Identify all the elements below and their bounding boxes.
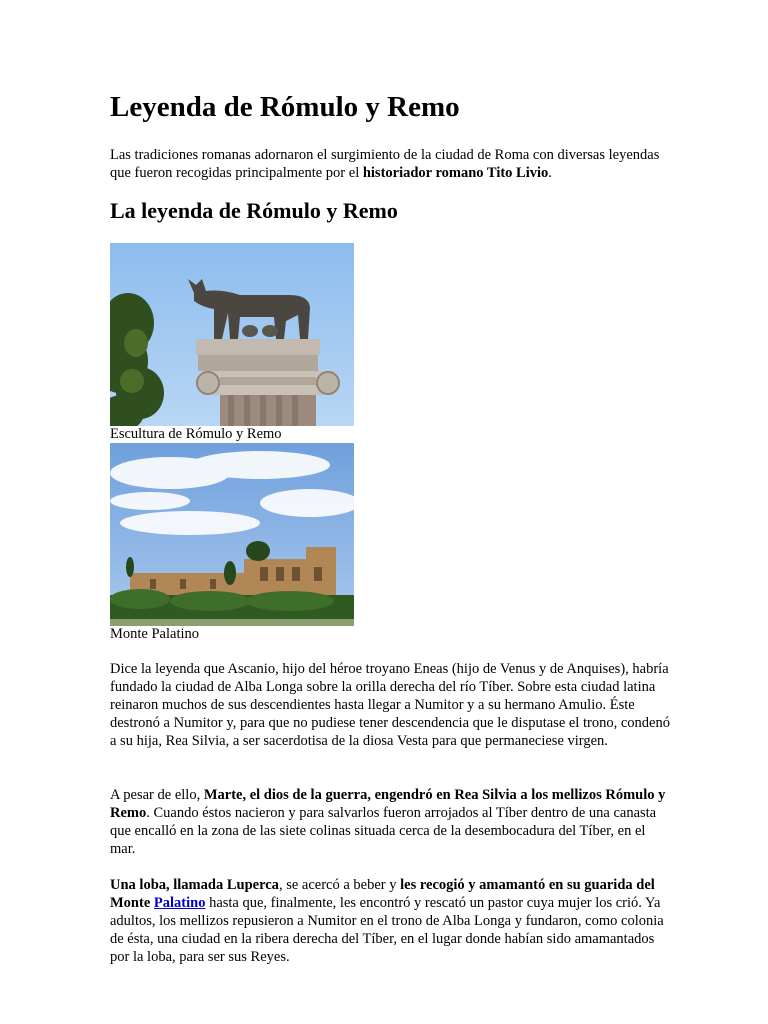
paragraph-3 [110,876,670,966]
intro-bold: historiador romano Tito Livio [362,165,549,181]
para3-bold2: les recogió y amamantó en su guarida del Monte [110,877,655,911]
page-title: Leyenda de Rómulo y Remo [110,91,460,123]
para3-bold1: Una loba, llamada Luperca [110,877,279,893]
para2-bold: Marte, el dios de la guerra, engendró en Rea Silvia a los mellizos Rómulo y Remo [110,787,666,821]
sculpture-image [110,243,354,426]
para2-pre: A pesar de ello, [110,787,204,803]
para3-text1: , se acercó a beber y [278,877,401,893]
intro-text: Las tradiciones romanas adornaron el surgimiento de la ciudad de Roma con diversas leyendas que fueron recogidas principalmente por el [110,147,660,181]
paragraph-2 [110,786,670,858]
para2-post: . Cuando éstos nacieron y para salvarlos fueron arrojados al Tíber dentro de una canasta que encalló en la zona de las siete colinas situada cerca de la desembocadura del Tíber, en el mar. [110,805,657,857]
sculpture-caption: Escultura de Rómulo y Remo [110,426,282,442]
intro-paragraph [110,146,670,182]
section-title: La leyenda de Rómulo y Remo [110,198,398,223]
intro-end: . [548,165,552,181]
palatine-image [110,443,354,626]
para3-text2: hasta que, finalmente, les encontró y rescató un pastor cuya mujer los crió. Ya adultos, los mellizos repusieron a Numitor en el trono de Alba Longa y fundaron, como colonia de ésta, una ciudad en la ribera derecha del Tíber, en el lugar donde habían sido amamantados por la loba, para ser sus Reyes. [110,895,664,965]
palatino-link[interactable]: Palatino [153,895,206,911]
paragraph-1: Dice la leyenda que Ascanio, hijo del héroe troyano Eneas (hijo de Venus y de Anquises), habría fundado la ciudad de Alba Longa sobre la orilla derecha del río Tíber. Sobre esta ciudad latina reinaron muchos de sus descendientes hasta llegar a Numitor y a su hermano Amulio. Éste destronó a Numitor y, para que no pudiese tener descendencia que le disputase el trono, condenó a su hija, Rea Silvia, a ser sacerdotisa de la diosa Vesta para que permaneciese virgen. [110,661,670,749]
palatine-caption: Monte Palatino [110,626,200,642]
